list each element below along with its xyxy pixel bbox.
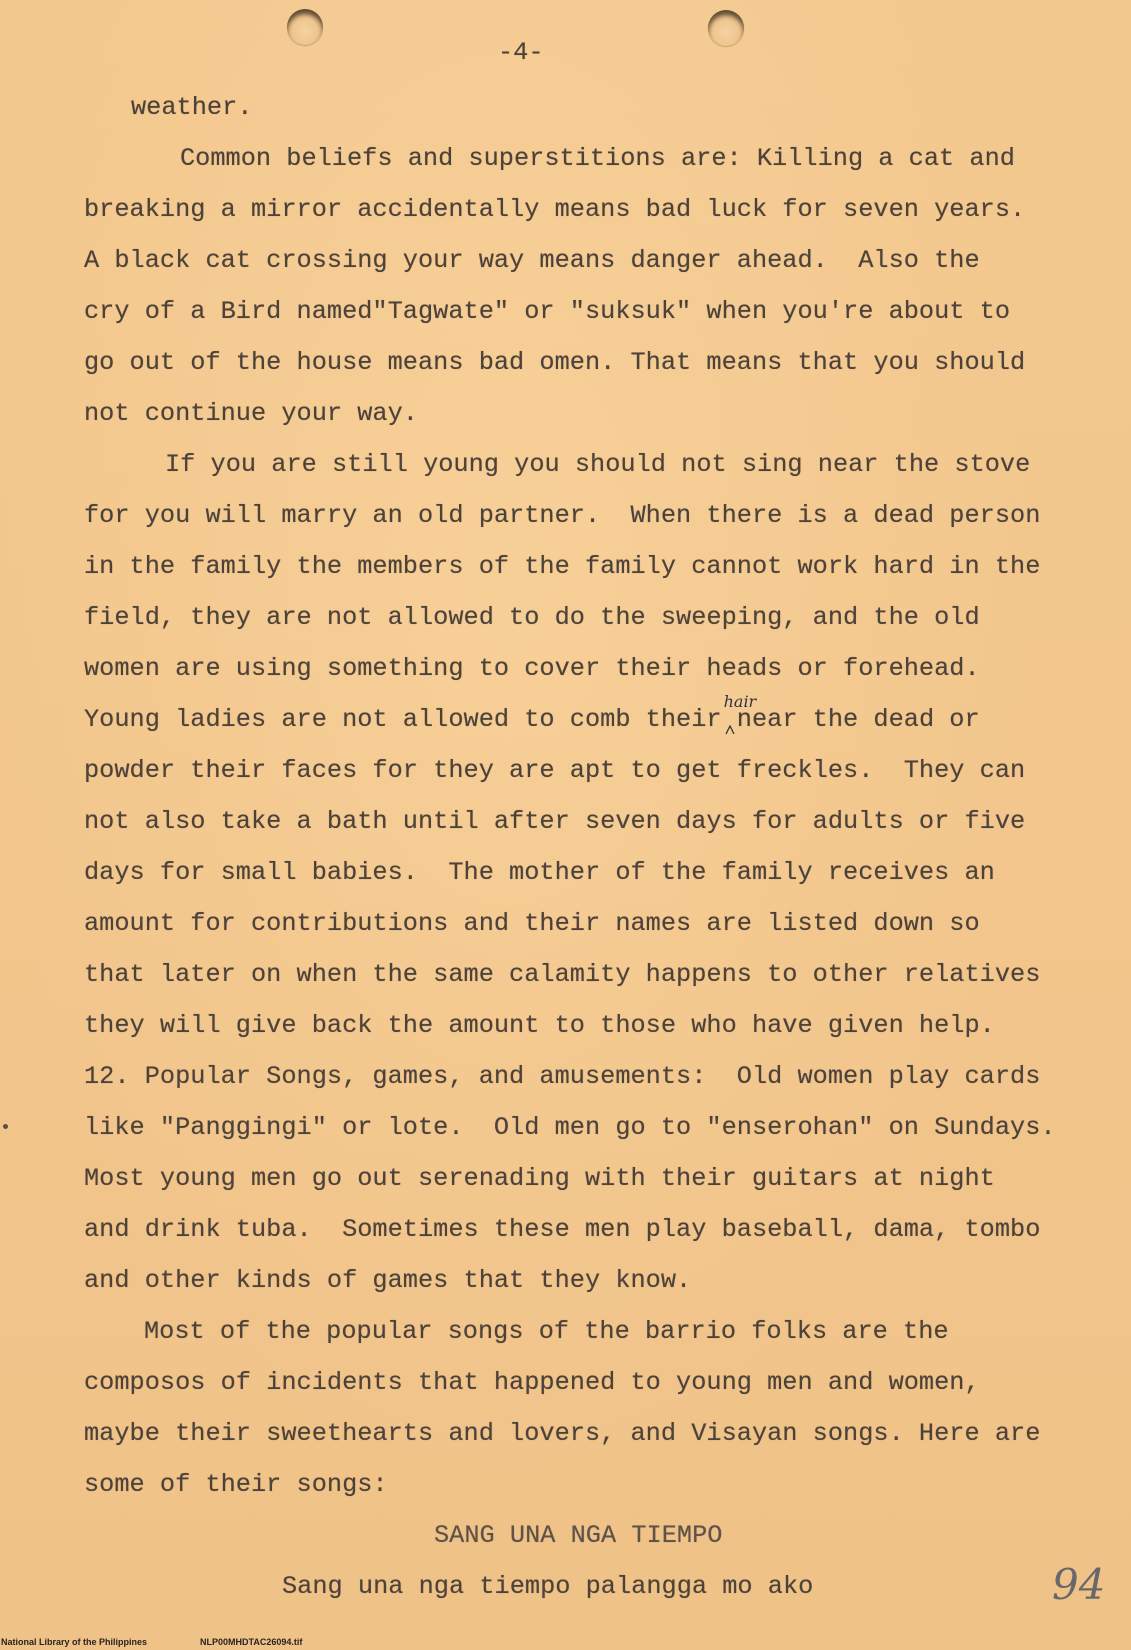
text-line: 12. Popular Songs, games, and amusements: Old women play cards [84,1062,1041,1091]
text-line: maybe their sweethearts and lovers, and Visayan songs. Here are [84,1419,1041,1448]
text-line: in the family the members of the family cannot work hard in the [84,552,1041,581]
text-line: field, they are not allowed to do the sweeping, and the old [84,603,980,632]
text-line: not also take a bath until after seven days for adults or five [84,807,1026,836]
typed-body-text [0,82,1131,1612]
punch-hole-right [708,10,744,46]
punch-hole-left [287,9,323,45]
text-line: and other kinds of games that they know. [84,1266,692,1295]
page-number: -4- [498,38,544,67]
song-first-line: Sang una nga tiempo palangga mo ako [282,1572,814,1601]
text-line: amount for contributions and their names are listed down so [84,909,980,938]
footer-institution: National Library of the Philippines [1,1637,148,1647]
text-segment: Young ladies are not allowed to comb their [84,705,722,734]
text-line: Most young men go out serenading with their guitars at night [84,1164,995,1193]
text-line: If you are still young you should not sing near the stove [165,450,1031,479]
text-line: days for small babies. The mother of the family receives an [84,858,995,887]
text-line: that later on when the same calamity happens to other relatives [84,960,1041,989]
text-line: Most of the popular songs of the barrio folks are the [144,1317,949,1346]
text-line: for you will marry an old partner. When there is a dead person [84,501,1041,530]
caret-mark-icon [725,725,735,735]
text-segment: near the dead or [736,705,980,734]
text-line-with-insertion [0,694,1131,745]
text-line: women are using something to cover their heads or forehead. [84,654,980,683]
text-line: Common beliefs and superstitions are: Killing a cat and [180,144,1015,173]
handwritten-insertion: hair [723,692,757,711]
handwritten-page-count: 94 [1052,1560,1106,1609]
insertion-point [722,692,757,745]
text-line: not continue your way. [84,399,418,428]
text-line: cry of a Bird named"Tagwate" or "suksuk" when you're about to [84,297,1011,326]
song-title: SANG UNA NGA TIEMPO [434,1521,723,1550]
ink-dot [3,1124,8,1129]
text-line: weather. [131,93,253,122]
text-line: composos of incidents that happened to young men and women, [84,1368,980,1397]
text-line: and drink tuba. Sometimes these men play baseball, dama, tombo [84,1215,1041,1244]
text-line: go out of the house means bad omen. That means that you should [84,348,1026,377]
scan-footer [1,1637,303,1647]
text-line: breaking a mirror accidentally means bad luck for seven years. [84,195,1026,224]
text-line: A black cat crossing your way means danger ahead. Also the [84,246,980,275]
text-line: like "Panggingi" or lote. Old men go to "enserohan" on Sundays. [84,1113,1056,1142]
footer-file-name: NLP00MHDTAC26094.tif [200,1637,303,1647]
text-line: some of their songs: [84,1470,388,1499]
text-line: powder their faces for they are apt to get freckles. They can [84,756,1026,785]
text-line: they will give back the amount to those who have given help. [84,1011,995,1040]
